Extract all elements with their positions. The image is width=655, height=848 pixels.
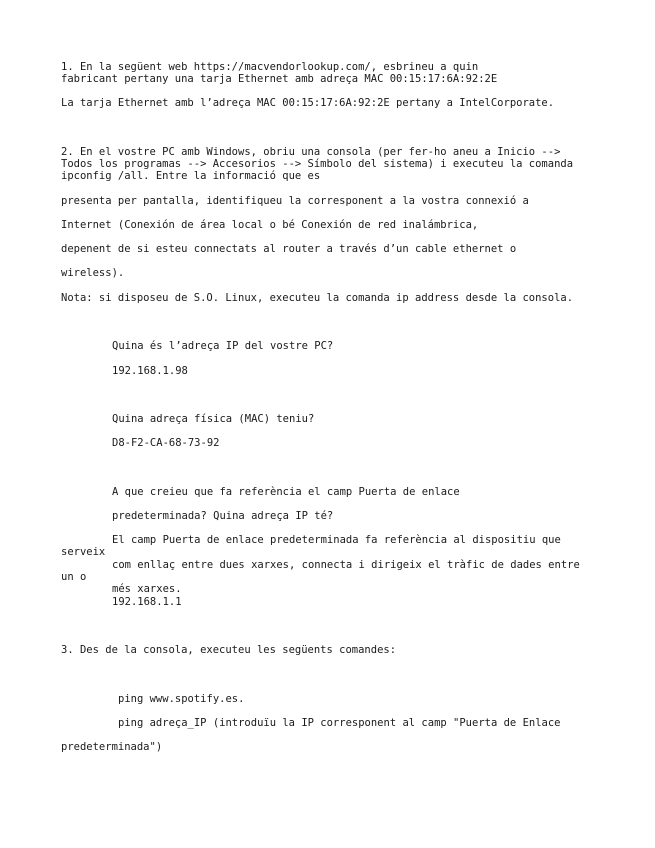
question-3-line-1: 3. Des de la consola, executeu les següents comandes: [61, 644, 397, 656]
command-ping-gateway-continued: predeterminada") [61, 741, 163, 753]
gateway-answer-line-3: com enllaç entre dues xarxes, connecta i dirigeix el tràfic de dades entre [112, 559, 580, 571]
gateway-question-line-2: predeterminada? Quina adreça IP té? [112, 510, 334, 522]
ip-answer: 192.168.1.98 [112, 365, 188, 377]
question-2-line-7: wireless). [61, 267, 125, 279]
gateway-answer-line-1: El camp Puerta de enlace predeterminada fa referència al dispositiu que [112, 534, 561, 546]
question-2-line-1: 2. En el vostre PC amb Windows, obriu una consola (per fer-ho aneu a Inicio --> [61, 146, 561, 158]
question-2-line-3: ipconfig /all. Entre la informació que es [61, 170, 321, 182]
question-2-note: Nota: si disposeu de S.O. Linux, executeu la comanda ip address desde la consola. [61, 292, 574, 304]
command-ping-spotify: ping www.spotify.es. [118, 693, 245, 705]
command-ping-gateway: ping adreça_IP (introduïu la IP corresponent al camp "Puerta de Enlace [118, 717, 561, 729]
question-2-line-5: Internet (Conexión de área local o bé Conexión de red inalámbrica, [61, 219, 479, 231]
question-2-line-6: depenent de si esteu connectats al router a través d’un cable ethernet o [61, 243, 517, 255]
ip-question: Quina és l’adreça IP del vostre PC? [112, 340, 334, 352]
question-2-line-2: Todos los programas --> Accesorios --> Símbolo del sistema) i executeu la comanda [61, 158, 574, 170]
gateway-answer-line-4: un o [61, 571, 87, 583]
question-2-line-4: presenta per pantalla, identifiqueu la corresponent a la vostra connexió a [61, 195, 529, 207]
gateway-question-line-1: A que creieu que fa referència el camp Puerta de enlace [112, 486, 460, 498]
question-1-line-1: 1. En la següent web https://macvendorlookup.com/, esbrineu a quin [61, 61, 479, 73]
mac-question: Quina adreça física (MAC) teniu? [112, 413, 315, 425]
question-1-answer: La tarja Ethernet amb l’adreça MAC 00:15:17:6A:92:2E pertany a IntelCorporate. [61, 97, 555, 109]
question-1-line-2: fabricant pertany una tarja Ethernet amb adreça MAC 00:15:17:6A:92:2E [61, 73, 498, 85]
gateway-answer-line-5: més xarxes. [112, 583, 182, 595]
gateway-answer-line-2: serveix [61, 546, 106, 558]
gateway-ip: 192.168.1.1 [112, 596, 182, 608]
mac-answer: D8-F2-CA-68-73-92 [112, 437, 220, 449]
